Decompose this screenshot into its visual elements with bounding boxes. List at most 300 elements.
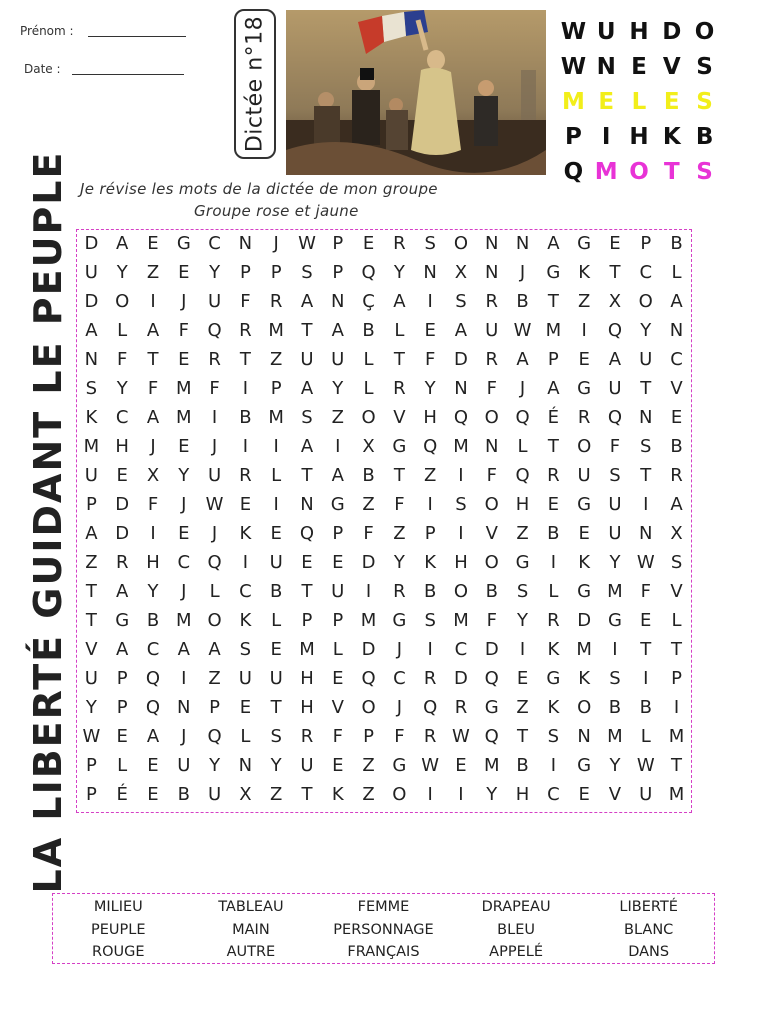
grid-letter[interactable]: O	[638, 291, 653, 312]
grid-letter[interactable]: S	[547, 726, 560, 747]
grid-letter[interactable]: F	[424, 349, 436, 370]
grid-letter[interactable]: V	[670, 581, 683, 602]
grid-letter[interactable]: S	[424, 610, 436, 631]
grid-letter[interactable]: E	[178, 349, 190, 370]
grid-letter[interactable]: Y	[209, 755, 221, 776]
grid-letter[interactable]: Z	[270, 784, 283, 805]
grid-letter[interactable]: X	[146, 465, 160, 486]
grid-letter[interactable]: P	[547, 349, 559, 370]
grid-letter[interactable]: G	[176, 233, 191, 254]
grid-letter[interactable]: E	[455, 755, 467, 776]
grid-letter[interactable]: Z	[208, 668, 221, 689]
grid-letter[interactable]: N	[331, 291, 345, 312]
grid-letter[interactable]: M	[607, 726, 623, 747]
grid-letter[interactable]: F	[394, 494, 405, 515]
grid-letter[interactable]: F	[178, 320, 189, 341]
grid-letter[interactable]: H	[515, 494, 530, 515]
grid-letter[interactable]: K	[331, 784, 344, 805]
grid-letter[interactable]: E	[147, 233, 159, 254]
grid-letter[interactable]: G	[607, 610, 622, 631]
grid-letter[interactable]: M	[668, 784, 685, 805]
grid-letter[interactable]: Z	[423, 465, 437, 486]
grid-letter[interactable]: M	[483, 755, 500, 776]
grid-letter[interactable]: E	[332, 668, 344, 689]
grid-letter[interactable]: E	[147, 755, 159, 776]
grid-letter[interactable]: I	[458, 465, 464, 486]
grid-letter[interactable]: Q	[607, 407, 623, 428]
grid-letter[interactable]: W	[513, 320, 532, 341]
grid-letter[interactable]: E	[270, 639, 282, 660]
grid-letter[interactable]: Q	[484, 726, 499, 747]
grid-letter[interactable]: Y	[424, 378, 436, 399]
grid-letter[interactable]: U	[84, 262, 98, 283]
grid-letter[interactable]: G	[115, 610, 130, 631]
grid-letter[interactable]: P	[85, 494, 97, 515]
grid-letter[interactable]: I	[150, 291, 156, 312]
grid-letter[interactable]: E	[178, 436, 190, 457]
grid-letter[interactable]: U	[207, 465, 222, 486]
grid-letter[interactable]: G	[577, 581, 592, 602]
grid-letter[interactable]: P	[270, 378, 282, 399]
grid-letter[interactable]: E	[578, 523, 590, 544]
grid-letter[interactable]: T	[147, 349, 159, 370]
grid-letter[interactable]: Y	[332, 378, 344, 399]
grid-letter[interactable]: R	[208, 349, 221, 370]
grid-letter[interactable]: Z	[362, 755, 375, 776]
grid-letter[interactable]: B	[670, 233, 683, 254]
grid-letter[interactable]: F	[332, 726, 343, 747]
grid-letter[interactable]: N	[485, 262, 499, 283]
grid-letter[interactable]: Ç	[362, 291, 375, 312]
grid-letter[interactable]: U	[177, 755, 191, 776]
grid-letter[interactable]: B	[423, 581, 437, 602]
grid-letter[interactable]: I	[458, 784, 464, 805]
grid-letter[interactable]: J	[150, 436, 156, 457]
grid-letter[interactable]: M	[576, 639, 592, 660]
grid-letter[interactable]: S	[640, 436, 652, 457]
grid-letter[interactable]: C	[239, 581, 252, 602]
grid-letter[interactable]: I	[612, 639, 618, 660]
grid-letter[interactable]: E	[239, 697, 252, 718]
grid-letter[interactable]: J	[181, 291, 187, 312]
grid-letter[interactable]: A	[146, 320, 160, 341]
grid-letter[interactable]: Y	[85, 697, 97, 718]
grid-letter[interactable]: F	[147, 494, 159, 515]
grid-letter[interactable]: A	[547, 378, 560, 399]
grid-letter[interactable]: M	[360, 610, 377, 631]
grid-letter[interactable]: L	[517, 436, 528, 457]
grid-letter[interactable]: Y	[517, 610, 529, 631]
grid-letter[interactable]: E	[332, 755, 344, 776]
grid-letter[interactable]: R	[547, 465, 560, 486]
grid-letter[interactable]: A	[393, 291, 406, 312]
grid-letter[interactable]: A	[300, 378, 314, 399]
grid-letter[interactable]: U	[608, 378, 622, 399]
grid-letter[interactable]: Z	[331, 407, 344, 428]
grid-letter[interactable]: A	[146, 726, 160, 747]
grid-letter[interactable]: H	[146, 552, 160, 573]
grid-letter[interactable]: Z	[516, 523, 529, 544]
grid-letter[interactable]: C	[547, 784, 560, 805]
grid-letter[interactable]: I	[242, 436, 249, 457]
grid-letter[interactable]: S	[455, 494, 467, 515]
grid-letter[interactable]: S	[85, 378, 98, 399]
grid-letter[interactable]: V	[670, 378, 683, 399]
grid-letter[interactable]: C	[670, 349, 683, 370]
grid-letter[interactable]: J	[211, 523, 218, 544]
grid-letter[interactable]: Q	[515, 407, 530, 428]
grid-letter[interactable]: F	[486, 378, 497, 399]
grid-letter[interactable]: R	[239, 465, 252, 486]
grid-letter[interactable]: É	[116, 784, 128, 805]
grid-letter[interactable]: B	[516, 755, 529, 776]
grid-letter[interactable]: D	[84, 291, 99, 312]
grid-letter[interactable]: A	[547, 233, 560, 254]
grid-letter[interactable]: U	[207, 784, 222, 805]
grid-letter[interactable]: Q	[607, 320, 623, 341]
grid-letter[interactable]: J	[519, 378, 526, 399]
grid-letter[interactable]: R	[393, 581, 406, 602]
grid-letter[interactable]: N	[84, 349, 99, 370]
grid-letter[interactable]: I	[181, 668, 187, 689]
grid-letter[interactable]: L	[640, 726, 651, 747]
grid-letter[interactable]: O	[577, 697, 592, 718]
grid-letter[interactable]: P	[332, 610, 344, 631]
grid-letter[interactable]: R	[300, 726, 314, 747]
grid-letter[interactable]: D	[454, 349, 468, 370]
grid-letter[interactable]: N	[238, 233, 253, 254]
grid-letter[interactable]: Q	[484, 668, 499, 689]
grid-letter[interactable]: N	[423, 262, 437, 283]
grid-letter[interactable]: G	[330, 494, 345, 515]
grid-letter[interactable]: I	[427, 291, 433, 312]
grid-letter[interactable]: V	[85, 639, 98, 660]
grid-letter[interactable]: R	[393, 378, 406, 399]
grid-letter[interactable]: W	[452, 726, 470, 747]
grid-letter[interactable]: Z	[516, 697, 529, 718]
grid-letter[interactable]: U	[269, 552, 283, 573]
grid-letter[interactable]: C	[146, 639, 160, 660]
grid-letter[interactable]: M	[453, 610, 469, 631]
grid-letter[interactable]: R	[454, 697, 468, 718]
grid-letter[interactable]: Q	[361, 668, 376, 689]
grid-letter[interactable]: Q	[207, 726, 222, 747]
grid-letter[interactable]: S	[670, 552, 683, 573]
grid-letter[interactable]: P	[85, 784, 97, 805]
grid-letter[interactable]: L	[671, 262, 682, 283]
grid-letter[interactable]: B	[362, 465, 375, 486]
grid-letter[interactable]: U	[608, 494, 622, 515]
grid-letter[interactable]: Q	[453, 407, 469, 428]
grid-letter[interactable]: A	[608, 349, 622, 370]
grid-letter[interactable]: Y	[178, 465, 190, 486]
grid-letter[interactable]: V	[331, 697, 344, 718]
grid-letter[interactable]: I	[211, 407, 218, 428]
grid-letter[interactable]: Z	[393, 523, 406, 544]
grid-letter[interactable]: T	[85, 610, 97, 631]
grid-letter[interactable]: E	[239, 494, 252, 515]
grid-letter[interactable]: P	[332, 262, 344, 283]
grid-letter[interactable]: O	[484, 552, 499, 573]
grid-letter[interactable]: R	[269, 291, 283, 312]
grid-letter[interactable]: J	[396, 639, 403, 660]
grid-letter[interactable]: K	[239, 523, 252, 544]
grid-letter[interactable]: U	[238, 668, 252, 689]
grid-letter[interactable]: J	[181, 581, 187, 602]
grid-letter[interactable]: V	[393, 407, 406, 428]
grid-letter[interactable]: Y	[393, 262, 405, 283]
grid-letter[interactable]: Y	[116, 378, 128, 399]
grid-letter[interactable]: P	[85, 755, 97, 776]
grid-letter[interactable]: K	[85, 407, 98, 428]
grid-letter[interactable]: Q	[207, 320, 222, 341]
grid-letter[interactable]: Y	[393, 552, 405, 573]
grid-letter[interactable]: A	[670, 494, 683, 515]
grid-letter[interactable]: A	[146, 407, 160, 428]
grid-letter[interactable]: S	[301, 262, 313, 283]
grid-letter[interactable]: Y	[270, 755, 282, 776]
grid-letter[interactable]: D	[115, 523, 130, 544]
grid-letter[interactable]: R	[115, 552, 129, 573]
grid-letter[interactable]: E	[362, 233, 375, 254]
grid-letter[interactable]: F	[209, 378, 220, 399]
grid-letter[interactable]: M	[607, 581, 623, 602]
grid-letter[interactable]: U	[639, 349, 653, 370]
grid-letter[interactable]: L	[271, 465, 282, 486]
grid-letter[interactable]: A	[331, 320, 344, 341]
grid-letter[interactable]: R	[670, 465, 683, 486]
prenom-line[interactable]	[88, 36, 186, 37]
grid-letter[interactable]: V	[608, 784, 622, 805]
grid-letter[interactable]: T	[270, 697, 282, 718]
grid-letter[interactable]: I	[273, 436, 279, 457]
grid-letter[interactable]: G	[546, 262, 561, 283]
grid-letter[interactable]: A	[85, 320, 98, 341]
grid-letter[interactable]: N	[485, 233, 499, 254]
grid-letter[interactable]: Q	[515, 465, 530, 486]
grid-letter[interactable]: A	[116, 639, 129, 660]
grid-letter[interactable]: X	[608, 291, 622, 312]
grid-letter[interactable]: Y	[147, 581, 159, 602]
grid-letter[interactable]: T	[671, 639, 683, 660]
grid-letter[interactable]: T	[239, 349, 251, 370]
grid-letter[interactable]: J	[211, 436, 218, 457]
grid-letter[interactable]: M	[268, 407, 284, 428]
grid-letter[interactable]: E	[424, 320, 436, 341]
grid-letter[interactable]: E	[578, 784, 590, 805]
grid-letter[interactable]: K	[239, 610, 252, 631]
grid-letter[interactable]: P	[270, 262, 282, 283]
grid-letter[interactable]: G	[577, 378, 592, 399]
grid-letter[interactable]: H	[300, 668, 314, 689]
grid-letter[interactable]: G	[392, 610, 407, 631]
grid-letter[interactable]: K	[547, 697, 560, 718]
grid-letter[interactable]: I	[673, 697, 680, 718]
grid-letter[interactable]: Z	[85, 552, 98, 573]
grid-letter[interactable]: R	[423, 726, 437, 747]
grid-letter[interactable]: O	[453, 581, 469, 602]
grid-letter[interactable]: O	[361, 407, 376, 428]
grid-letter[interactable]: W	[421, 755, 440, 776]
grid-letter[interactable]: N	[238, 755, 253, 776]
grid-letter[interactable]: N	[300, 494, 314, 515]
grid-letter[interactable]: A	[208, 639, 221, 660]
grid-letter[interactable]: I	[550, 552, 556, 573]
grid-letter[interactable]: L	[363, 349, 374, 370]
grid-letter[interactable]: Y	[609, 552, 621, 573]
grid-letter[interactable]: G	[577, 494, 592, 515]
grid-letter[interactable]: C	[639, 262, 653, 283]
grid-letter[interactable]: T	[301, 320, 313, 341]
grid-letter[interactable]: B	[485, 581, 498, 602]
grid-letter[interactable]: C	[177, 552, 191, 573]
grid-letter[interactable]: H	[115, 436, 129, 457]
grid-letter[interactable]: O	[392, 784, 407, 805]
grid-letter[interactable]: B	[239, 407, 252, 428]
grid-letter[interactable]: L	[548, 581, 559, 602]
grid-letter[interactable]: O	[361, 697, 376, 718]
grid-letter[interactable]: W	[82, 726, 101, 747]
grid-letter[interactable]: P	[301, 610, 313, 631]
grid-letter[interactable]: P	[116, 668, 128, 689]
grid-letter[interactable]: F	[609, 436, 621, 457]
grid-letter[interactable]: T	[517, 726, 529, 747]
grid-letter[interactable]: F	[394, 726, 405, 747]
grid-letter[interactable]: R	[239, 320, 252, 341]
grid-letter[interactable]: U	[608, 523, 622, 544]
grid-letter[interactable]: B	[177, 784, 190, 805]
grid-letter[interactable]: Q	[361, 262, 376, 283]
grid-letter[interactable]: F	[486, 610, 497, 631]
grid-letter[interactable]: F	[147, 378, 159, 399]
grid-letter[interactable]: B	[608, 697, 622, 718]
grid-letter[interactable]: D	[484, 639, 499, 660]
grid-letter[interactable]: M	[299, 639, 315, 660]
grid-letter[interactable]: L	[240, 726, 251, 747]
grid-letter[interactable]: F	[363, 523, 374, 544]
grid-letter[interactable]: E	[547, 494, 560, 515]
grid-letter[interactable]: N	[454, 378, 468, 399]
grid-letter[interactable]: U	[485, 320, 499, 341]
grid-letter[interactable]: D	[115, 494, 130, 515]
grid-letter[interactable]: Z	[362, 494, 375, 515]
grid-letter[interactable]: E	[609, 233, 621, 254]
grid-letter[interactable]: T	[393, 349, 405, 370]
grid-letter[interactable]: U	[331, 349, 345, 370]
grid-letter[interactable]: U	[300, 755, 314, 776]
grid-letter[interactable]: R	[485, 349, 499, 370]
grid-letter[interactable]: T	[85, 581, 97, 602]
grid-letter[interactable]: I	[581, 320, 587, 341]
grid-letter[interactable]: U	[577, 465, 591, 486]
grid-letter[interactable]: H	[300, 697, 314, 718]
grid-letter[interactable]: Z	[577, 291, 591, 312]
grid-letter[interactable]: X	[362, 436, 375, 457]
grid-letter[interactable]: Q	[145, 697, 161, 718]
grid-letter[interactable]: T	[547, 291, 559, 312]
grid-letter[interactable]: E	[640, 610, 652, 631]
grid-letter[interactable]: E	[270, 523, 282, 544]
grid-letter[interactable]: C	[115, 407, 129, 428]
grid-letter[interactable]: D	[577, 610, 592, 631]
grid-letter[interactable]: I	[643, 668, 649, 689]
grid-letter[interactable]: C	[454, 639, 468, 660]
grid-letter[interactable]: I	[427, 784, 433, 805]
grid-letter[interactable]: B	[146, 610, 160, 631]
grid-letter[interactable]: U	[269, 668, 283, 689]
grid-letter[interactable]: N	[639, 407, 653, 428]
grid-letter[interactable]: B	[362, 320, 375, 341]
grid-letter[interactable]: P	[239, 262, 251, 283]
grid-letter[interactable]: Q	[423, 436, 438, 457]
grid-letter[interactable]: A	[331, 465, 344, 486]
grid-letter[interactable]: M	[668, 726, 685, 747]
grid-letter[interactable]: T	[301, 784, 313, 805]
grid-letter[interactable]: D	[361, 552, 376, 573]
grid-letter[interactable]: L	[671, 610, 682, 631]
grid-letter[interactable]: A	[670, 291, 683, 312]
grid-letter[interactable]: L	[117, 320, 128, 341]
grid-letter[interactable]: K	[424, 552, 437, 573]
grid-letter[interactable]: V	[485, 523, 498, 544]
grid-letter[interactable]: Y	[609, 755, 621, 776]
grid-letter[interactable]: A	[116, 581, 129, 602]
grid-letter[interactable]: O	[484, 494, 499, 515]
grid-letter[interactable]: S	[239, 639, 252, 660]
grid-letter[interactable]: E	[332, 552, 344, 573]
grid-letter[interactable]: I	[427, 494, 433, 515]
grid-letter[interactable]: U	[331, 581, 345, 602]
grid-letter[interactable]: S	[455, 291, 467, 312]
grid-letter[interactable]: I	[335, 436, 341, 457]
grid-letter[interactable]: C	[208, 233, 221, 254]
grid-letter[interactable]: J	[181, 726, 187, 747]
grid-letter[interactable]: D	[84, 233, 99, 254]
grid-letter[interactable]: U	[300, 349, 314, 370]
grid-letter[interactable]: X	[454, 262, 468, 283]
grid-letter[interactable]: L	[271, 610, 282, 631]
grid-letter[interactable]: N	[485, 436, 499, 457]
grid-letter[interactable]: O	[453, 233, 469, 254]
grid-letter[interactable]: I	[550, 755, 556, 776]
grid-letter[interactable]: G	[484, 697, 499, 718]
grid-letter[interactable]: E	[147, 784, 159, 805]
grid-letter[interactable]: S	[609, 668, 621, 689]
grid-letter[interactable]: I	[519, 639, 526, 660]
grid-letter[interactable]: J	[396, 697, 403, 718]
grid-letter[interactable]: É	[547, 407, 560, 428]
grid-letter[interactable]: Z	[270, 349, 283, 370]
grid-letter[interactable]: L	[209, 581, 220, 602]
grid-letter[interactable]: B	[670, 436, 683, 457]
grid-letter[interactable]: P	[363, 726, 374, 747]
grid-letter[interactable]: A	[516, 349, 529, 370]
grid-letter[interactable]: G	[577, 755, 592, 776]
grid-letter[interactable]: E	[178, 262, 190, 283]
grid-letter[interactable]: Y	[640, 320, 652, 341]
grid-letter[interactable]: A	[85, 523, 98, 544]
grid-letter[interactable]: N	[177, 697, 191, 718]
grid-letter[interactable]: R	[577, 407, 591, 428]
grid-letter[interactable]: H	[515, 784, 530, 805]
grid-letter[interactable]: W	[636, 755, 655, 776]
grid-letter[interactable]: M	[176, 407, 192, 428]
grid-letter[interactable]: B	[516, 291, 529, 312]
grid-letter[interactable]: T	[671, 755, 683, 776]
grid-letter[interactable]: Y	[486, 784, 498, 805]
grid-letter[interactable]: Q	[207, 552, 222, 573]
grid-letter[interactable]: E	[116, 726, 128, 747]
